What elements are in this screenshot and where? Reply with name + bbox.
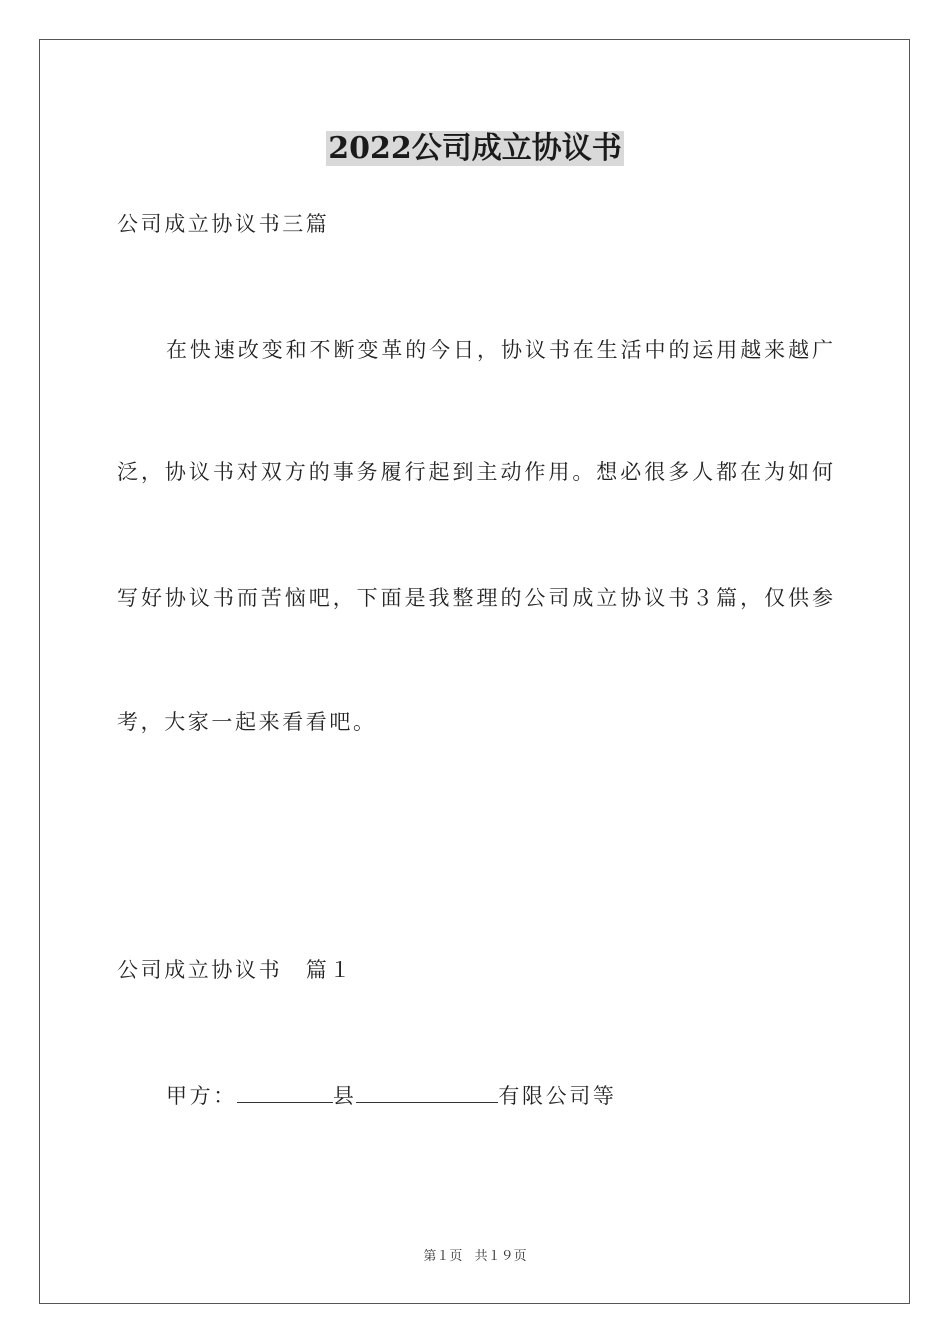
intro-line-1: 在快速改变和不断变革的今日，协议书在生活中的运用越来越广 [166, 338, 833, 362]
intro-line-3: 写好协议书而苦恼吧，下面是我整理的公司成立协议书３篇，仅供参 [117, 586, 833, 610]
intro-line-2: 泛，协议书对双方的事务履行起到主动作用。想必很多人都在为如何 [117, 460, 833, 484]
page-number: 第１页 [423, 1249, 463, 1264]
document-subtitle: 公司成立协议书三篇 [117, 212, 330, 236]
company-suffix: 有限公司等 [498, 1084, 617, 1108]
company-blank-field[interactable] [356, 1080, 498, 1103]
document-title-text: 2022公司成立协议书 [328, 131, 622, 166]
document-title [0, 128, 950, 170]
county-suffix: 县 [332, 1084, 357, 1108]
page-footer [0, 1248, 950, 1266]
section-heading: 公司成立协议书 篇１ [117, 958, 353, 982]
party-a-label: 甲方： [166, 1084, 237, 1108]
intro-line-4: 考，大家一起来看看吧。 [117, 710, 377, 734]
county-blank-field[interactable] [237, 1080, 333, 1103]
page-total: 共１９页 [474, 1249, 527, 1264]
party-a-line [166, 1080, 833, 1111]
